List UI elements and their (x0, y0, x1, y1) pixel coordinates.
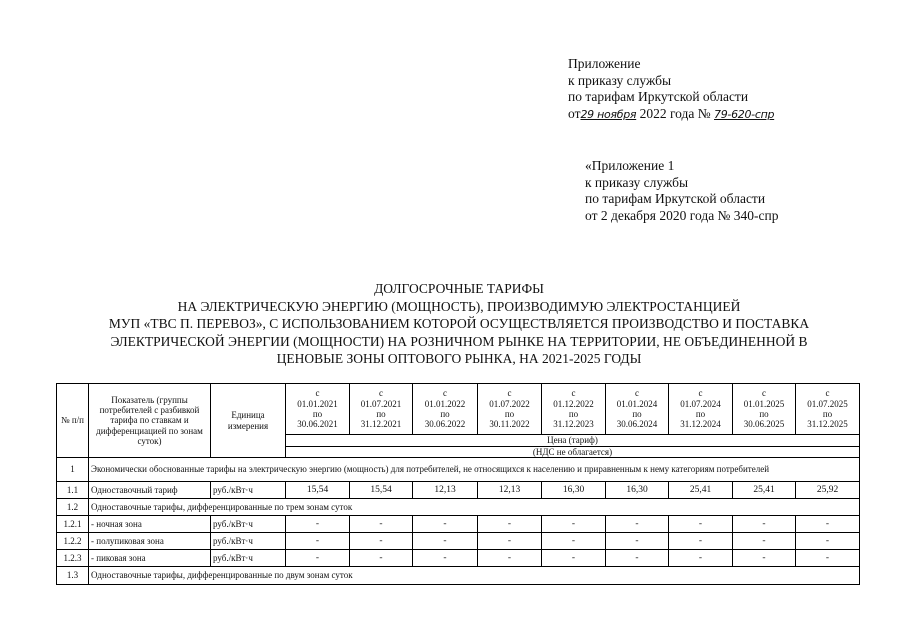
tariff-value: 16,30 (606, 482, 669, 499)
section-label: Одноставочные тарифы, дифференцированные по трем зонам суток (89, 499, 860, 516)
tariff-value: - (478, 533, 542, 550)
section-label: Одноставочные тарифы, дифференцированные по двум зонам суток (89, 567, 860, 585)
tariff-value: - (796, 516, 860, 533)
tariff-value: - (286, 550, 350, 567)
period-from: 01.01.2025 (743, 398, 785, 409)
row-label: - ночная зона (89, 516, 211, 533)
section-label: Экономически обоснованные тарифы на электрическую энергию (мощность) для потребителей, не относящихся к населению и приравненным к нему категориям потребителей (89, 458, 860, 482)
period-from: 01.07.2025 (807, 398, 848, 409)
row-unit: руб./кВт·ч (211, 516, 286, 533)
period-to-word: по (759, 409, 769, 419)
tariff-value: - (796, 550, 860, 567)
row-num: 1.2 (57, 499, 89, 516)
period-from-word: с (315, 388, 320, 399)
tariff-value: 12,13 (413, 482, 478, 499)
period-from: 01.12.2022 (553, 398, 594, 409)
period-from-word: с (762, 388, 766, 399)
period-to-word: по (376, 409, 386, 419)
table-section-row (57, 458, 860, 482)
tariff-value: - (669, 516, 733, 533)
tariff-value: 15,54 (350, 482, 413, 499)
tariff-value: - (478, 516, 542, 533)
row-num: 1.2.2 (57, 533, 89, 550)
table-row (57, 550, 860, 567)
header-period (286, 384, 350, 435)
appendix-line: к приказу службы (568, 72, 672, 88)
period-from-word: с (571, 388, 576, 399)
header-period (669, 384, 733, 435)
tariff-value: - (350, 516, 413, 533)
row-num: 1 (57, 458, 89, 482)
header-num: № п/п (57, 384, 89, 458)
table-section-row (57, 567, 860, 585)
period-from-word: с (698, 388, 703, 399)
tariff-value: - (796, 533, 860, 550)
row-unit: руб./кВт·ч (211, 533, 286, 550)
tariff-value: - (350, 550, 413, 567)
period-from: 01.01.2024 (616, 398, 658, 409)
period-to: 30.06.2025 (743, 419, 785, 430)
tariff-value: - (669, 533, 733, 550)
period-to: 31.12.2025 (807, 419, 848, 430)
header-period (542, 384, 606, 435)
period-from: 01.07.2021 (360, 398, 402, 409)
tariff-value: - (606, 550, 669, 567)
tariff-value: - (413, 533, 478, 550)
period-to-word: по (312, 409, 323, 419)
row-label: - полупиковая зона (89, 533, 211, 550)
header-unit: Единица измерения (211, 384, 286, 458)
tariff-value: - (542, 533, 606, 550)
handwritten-date: 29 ноября (580, 107, 637, 121)
appendix-line: Приложение (568, 56, 641, 71)
row-unit: руб./кВт·ч (211, 482, 286, 499)
row-num: 1.2.3 (57, 550, 89, 567)
period-from-word: с (443, 388, 447, 399)
period-to-word: по (568, 409, 579, 419)
tariff-value: 16,30 (542, 482, 606, 499)
title-line: ДОЛГОСРОЧНЫЕ ТАРИФЫ (374, 281, 544, 296)
previous-appendix-reference (585, 158, 779, 224)
period-to-word: по (632, 409, 642, 419)
tariff-value: - (542, 516, 606, 533)
tariff-value: - (733, 533, 796, 550)
appendix-reference (568, 56, 774, 123)
period-from-word: с (635, 388, 639, 399)
period-to-word: по (440, 409, 450, 419)
period-to-word: по (822, 409, 833, 419)
tariff-value: - (286, 516, 350, 533)
period-to: 30.06.2022 (424, 419, 466, 430)
header-period (796, 384, 860, 435)
tariff-value: - (733, 516, 796, 533)
period-from: 01.07.2024 (680, 398, 721, 409)
period-from-word: с (825, 388, 830, 399)
appendix-line: по тарифам Иркутской области (568, 89, 749, 105)
tariff-value: - (606, 533, 669, 550)
table-row (57, 533, 860, 550)
period-from-word: с (507, 388, 512, 399)
header-price: Цена (тариф) (286, 435, 860, 447)
period-to: 31.12.2021 (360, 419, 402, 430)
tariff-value: - (733, 550, 796, 567)
title-line: ЦЕНОВЫЕ ЗОНЫ ОПТОВОГО РЫНКА, НА 2021-2025 ГОДЫ (276, 351, 642, 366)
appendix-date-line (568, 106, 774, 124)
table-row (57, 482, 860, 499)
table-section-row (57, 499, 860, 516)
header-period (413, 384, 478, 435)
row-num: 1.3 (57, 567, 89, 585)
date-prefix: от (568, 105, 581, 121)
period-to-word: по (695, 409, 706, 419)
document-title (60, 280, 858, 368)
title-line: ЭЛЕКТРИЧЕСКОЙ ЭНЕРГИИ (МОЩНОСТИ) НА РОЗНИЧНОМ РЫНКЕ НА ТЕРРИТОРИИ, НЕ ОБЪЕДИНЕННОЙ В (110, 333, 808, 349)
row-num: 1.2.1 (57, 516, 89, 533)
period-to: 30.11.2022 (489, 419, 530, 430)
period-to: 31.12.2023 (553, 419, 594, 430)
period-to-word: по (504, 409, 515, 419)
tariff-value: 25,41 (733, 482, 796, 499)
row-num: 1.1 (57, 482, 89, 499)
row-label: Одноставочный тариф (89, 482, 211, 499)
period-from: 01.07.2022 (489, 398, 530, 409)
tariff-value: - (542, 550, 606, 567)
header-period (350, 384, 413, 435)
tariff-value: - (478, 550, 542, 567)
tariff-value: 15,54 (286, 482, 350, 499)
tariff-value: 25,41 (669, 482, 733, 499)
period-from: 01.01.2022 (424, 398, 466, 409)
header-period (733, 384, 796, 435)
header-vat: (НДС не облагается) (286, 446, 860, 458)
period-to: 30.06.2024 (616, 419, 658, 430)
tariff-value: - (606, 516, 669, 533)
tariff-value: - (413, 550, 478, 567)
title-line: НА ЭЛЕКТРИЧЕСКУЮ ЭНЕРГИЮ (МОЩНОСТЬ), ПРОИЗВОДИМУЮ ЭЛЕКТРОСТАНЦИЕЙ (177, 298, 741, 314)
header-period (478, 384, 542, 435)
row-unit: руб./кВт·ч (211, 550, 286, 567)
tariff-value: 25,92 (796, 482, 860, 499)
tariff-value: 12,13 (478, 482, 542, 499)
tariff-value: - (350, 533, 413, 550)
period-from: 01.01.2021 (297, 398, 338, 409)
prev-appendix-line: по тарифам Иркутской области (585, 191, 766, 207)
prev-appendix-line: «Приложение 1 (585, 158, 675, 173)
tariff-value: - (286, 533, 350, 550)
period-to: 31.12.2024 (680, 419, 721, 430)
tariff-table (56, 383, 860, 585)
table-row (57, 516, 860, 533)
prev-appendix-line: от 2 декабря 2020 года № 340-спр (585, 207, 779, 223)
header-indicator: Показатель (группы потребителей с разбивкой тарифа по ставкам и дифференциацией по зонам суток) (89, 384, 211, 458)
handwritten-order-number: 79-620-спр (714, 107, 775, 121)
period-to: 30.06.2021 (297, 419, 338, 430)
tariff-value: - (413, 516, 478, 533)
title-line: МУП «ТВС П. ПЕРЕВОЗ», С ИСПОЛЬЗОВАНИЕМ КОТОРОЙ ОСУЩЕСТВЛЯЕТСЯ ПРОИЗВОДСТВО И ПОСТАВКА (108, 316, 810, 331)
prev-appendix-line: к приказу службы (585, 174, 689, 190)
row-label: - пиковая зона (89, 550, 211, 567)
tariff-value: - (669, 550, 733, 567)
date-suffix: 2022 года № (636, 105, 711, 121)
header-period (606, 384, 669, 435)
period-from-word: с (379, 388, 383, 399)
